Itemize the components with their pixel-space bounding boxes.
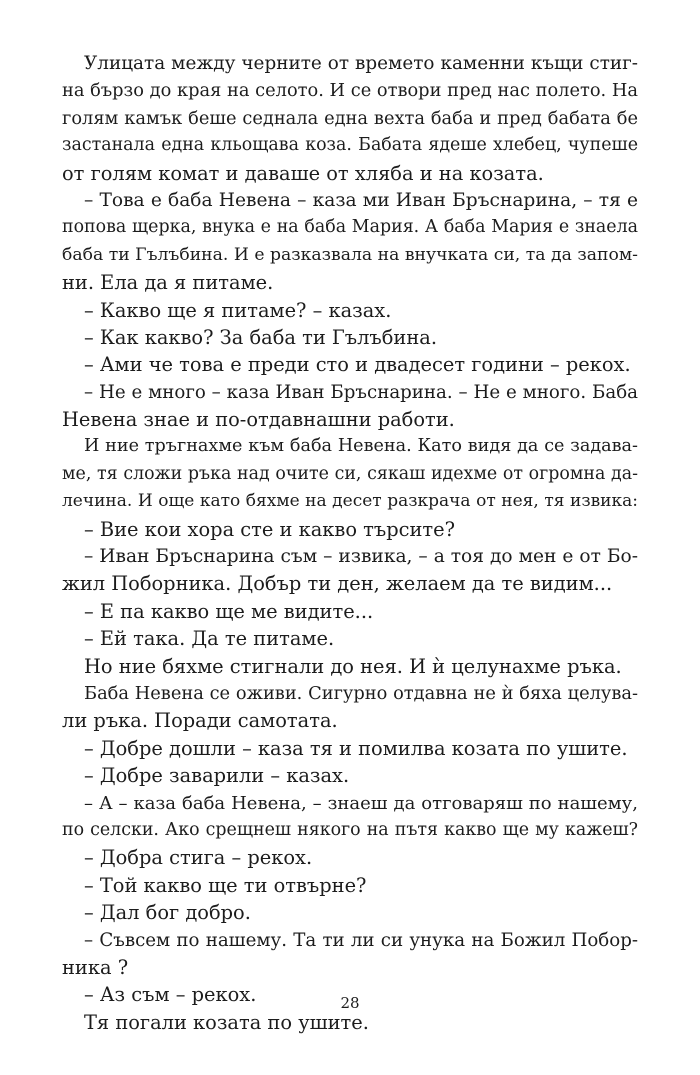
text-line: – Какво ще я питаме? – казах. bbox=[84, 298, 392, 322]
text-line: – Добре дошли – каза тя и помилва козата по ушите. bbox=[84, 736, 628, 760]
text-line: ника ? bbox=[62, 955, 129, 979]
text-line: – Е па какво ще ме видите... bbox=[84, 599, 374, 623]
text-line: И ние тръгнахме към баба Невена. Като видя да се задава- bbox=[84, 436, 638, 457]
text-line: – А – каза баба Невена, – знаеш да отговаряш по нашему, bbox=[84, 792, 638, 814]
text-line: Тя погали козата по ушите. bbox=[84, 1010, 369, 1034]
text-line: – Вие кои хора сте и какво търсите? bbox=[84, 517, 456, 541]
text-line: жил Поборника. Добър ти ден, желаем да те видим... bbox=[62, 572, 613, 596]
text-line: – Не е много – каза Иван Бръснарина. – Не е много. Баба bbox=[84, 381, 638, 403]
text-line: на бързо до края на селото. И се отвори пред нас полето. На bbox=[62, 80, 638, 102]
text-line: ме, тя сложи ръка над очите си, сякаш идехме от огромна да- bbox=[62, 463, 638, 484]
text-line: застанала една кльощава коза. Бабата ядеше хлебец, чупеше bbox=[62, 135, 638, 156]
text-line: – Съвсем по нашему. Та ти ли си унука на Божил Побор- bbox=[84, 929, 638, 951]
text-line: ни. Ела да я питаме. bbox=[62, 271, 274, 295]
body-text bbox=[62, 50, 638, 1036]
text-line: Невена знае и по-отдавнашни работи. bbox=[62, 408, 455, 432]
text-line: Улицата между черните от времето каменни къщи стиг- bbox=[84, 53, 638, 74]
text-line: – Той какво ще ти отвърне? bbox=[84, 873, 367, 897]
text-line: Баба Невена се оживи. Сигурно отдавна не ѝ бяха целува- bbox=[84, 682, 638, 704]
text-line: попова щерка, внука е на баба Мария. А баба Мария е знаела bbox=[62, 217, 638, 238]
text-line: лечина. И още като бяхме на десет разкрача от нея, тя извика: bbox=[62, 491, 638, 512]
text-line: от голям комат и даваше от хляба и на козата. bbox=[62, 161, 544, 185]
text-line: – Дал бог добро. bbox=[84, 901, 251, 925]
text-line: – Добре заварили – казах. bbox=[84, 764, 350, 788]
text-line: голям камък беше седнала една вехта баба и пред бабата бе bbox=[62, 107, 638, 129]
text-line: – Иван Бръснарина съм – извика, – а тоя до мен е от Бо- bbox=[84, 546, 638, 568]
text-line: ли ръка. Поради самотата. bbox=[62, 709, 338, 733]
text-line: Но ние бяхме стигнали до нея. И ѝ целунахме ръка. bbox=[84, 654, 622, 678]
text-line: – Аз съм – рекох. bbox=[84, 983, 257, 1007]
page-number: 28 bbox=[340, 994, 360, 1012]
text-line: – Ей така. Да те питаме. bbox=[84, 627, 335, 651]
text-line: по селски. Ако срещнеш някого на пътя какво ще му кажеш? bbox=[62, 819, 638, 840]
text-line: – Ами че това е преди сто и двадесет години – рекох. bbox=[84, 353, 631, 377]
text-line: – Как какво? За баба ти Гълъбина. bbox=[84, 325, 437, 349]
text-line: баба ти Гълъбина. И е разказвала на внучката си, та да запом- bbox=[62, 244, 638, 265]
text-line: – Добра стига – рекох. bbox=[84, 846, 313, 870]
text-line: – Това е баба Невена – каза ми Иван Бръснарина, – тя е bbox=[84, 189, 638, 211]
